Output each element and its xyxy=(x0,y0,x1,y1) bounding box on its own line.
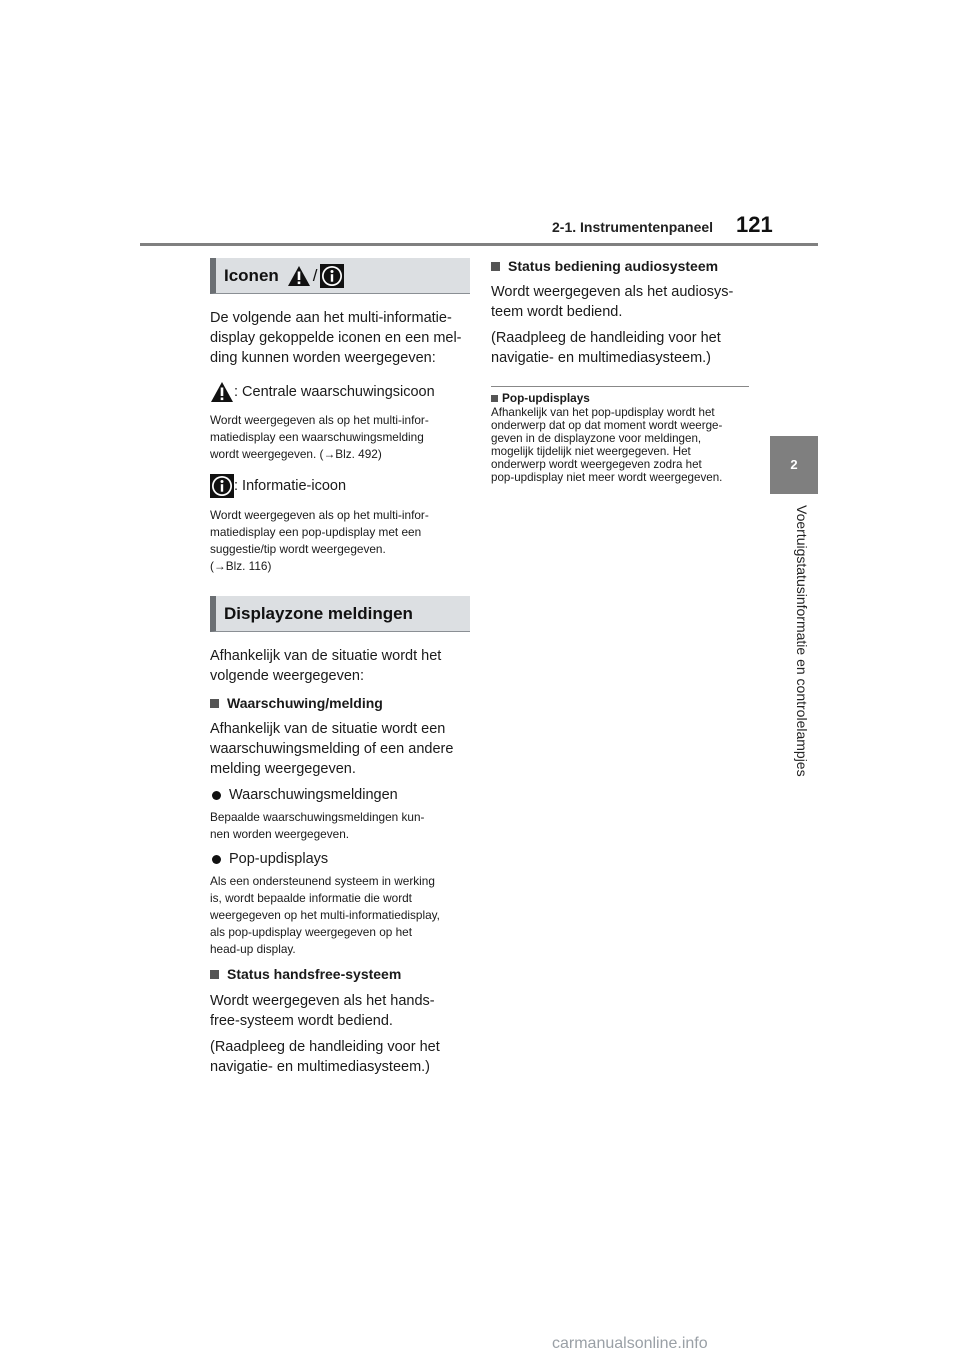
icons-section-heading xyxy=(210,258,470,294)
bullet2-text-4: als pop-updisplay weergegeven op het xyxy=(210,925,412,939)
info-desc-4[interactable]: (→Blz. 116) xyxy=(210,559,272,573)
header-divider xyxy=(140,243,818,246)
bullet2-text-5: head-up display. xyxy=(210,942,296,956)
note-text-4: mogelijk tijdelijk niet weergegeven. Het xyxy=(491,445,691,458)
warning-icon-row xyxy=(210,380,470,404)
warning-desc-3[interactable]: wordt weergegeven. (→Blz. 492) xyxy=(210,447,382,461)
icons-intro-1: De volgende aan het multi-informatie- xyxy=(210,310,452,326)
note-text-2: onderwerp dat op dat moment wordt weerge- xyxy=(491,419,723,432)
note-text-5: onderwerp wordt weergegeven zodra het xyxy=(491,458,702,471)
square-bullet-icon xyxy=(210,970,219,979)
left-column xyxy=(210,258,470,1077)
icons-intro-3: ding kunnen worden weergegeven: xyxy=(210,350,436,366)
warning-message-heading: Waarschuwing/melding xyxy=(210,693,470,713)
bullet2-text-2: is, wordt bepaalde informatie die wordt xyxy=(210,891,412,905)
info-desc-3: suggestie/tip wordt weergegeven. xyxy=(210,542,386,556)
section-title: 2-1. Instrumentenpaneel xyxy=(552,219,714,235)
note-text-1: Afhankelijk van het pop-updisplay wordt het xyxy=(491,406,715,419)
audio-ref-1: (Raadpleeg de handleiding voor het xyxy=(491,330,721,346)
info-icon-row xyxy=(210,474,470,498)
icons-intro-2: display gekoppelde iconen en een mel- xyxy=(210,330,462,346)
handsfree-ref-2: navigatie- en multimediasysteem.) xyxy=(210,1059,431,1075)
display-intro-2: volgende weergegeven: xyxy=(210,668,364,684)
info-icon-label: : Informatie-icoon xyxy=(234,478,347,494)
audio-ref-2: navigatie- en multimediasysteem.) xyxy=(491,350,712,366)
square-bullet-icon xyxy=(491,395,498,402)
display-section-title: Displayzone meldingen xyxy=(224,603,413,623)
bullet1-text-2: nen worden weergegeven. xyxy=(210,827,350,841)
warning-text-1: Afhankelijk van de situatie wordt een xyxy=(210,721,446,737)
warning-triangle-icon xyxy=(210,380,234,404)
bullet1-text-1: Bepaalde waarschuwingsmeldingen kun- xyxy=(210,810,425,824)
warning-triangle-icon xyxy=(287,264,311,288)
note-title: Pop-updisplays xyxy=(491,390,753,406)
bullet2-text-1: Als een ondersteunend systeem in werking xyxy=(210,874,435,888)
square-bullet-icon xyxy=(491,262,500,271)
audio-heading: Status bediening audiosysteem xyxy=(491,256,753,276)
handsfree-heading: Status handsfree-systeem xyxy=(210,964,470,984)
bullet-popup-displays: Pop-updisplays xyxy=(210,849,470,869)
warning-desc-2: matiedisplay een waarschuwingsmelding xyxy=(210,430,424,444)
audio-text-1: Wordt weergegeven als het audiosys- xyxy=(491,284,734,300)
warning-icon-label: : Centrale waarschuwingsicoon xyxy=(234,384,435,400)
audio-text-2: teem wordt bediend. xyxy=(491,304,623,320)
display-section-heading xyxy=(210,596,470,632)
note-text-6: pop-updisplay niet meer wordt weergegeven. xyxy=(491,471,723,484)
page-number: 121 xyxy=(736,212,773,237)
handsfree-text-1: Wordt weergegeven als het hands- xyxy=(210,993,435,1009)
note-text-3: geven in de displayzone voor meldingen, xyxy=(491,432,702,445)
right-column xyxy=(491,256,753,484)
icons-section-title: Iconen xyxy=(224,265,279,285)
icon-separator: / xyxy=(312,265,318,285)
warning-text-2: waarschuwingsmelding of een andere xyxy=(210,741,454,757)
handsfree-text-2: free-systeem wordt bediend. xyxy=(210,1013,393,1029)
chapter-tab[interactable]: 2 xyxy=(770,436,818,494)
dot-bullet-icon xyxy=(212,855,221,864)
info-desc-2: matiedisplay een pop-updisplay met een xyxy=(210,525,422,539)
info-icon xyxy=(210,474,234,498)
warning-desc-1: Wordt weergegeven als op het multi-infor- xyxy=(210,413,429,427)
watermark-link[interactable]: carmanualsonline.info xyxy=(552,1335,708,1352)
info-icon xyxy=(320,264,344,288)
bullet-warning-messages: Waarschuwingsmeldingen xyxy=(210,785,470,805)
chapter-title: Voertuigstatusinformatie en controlelampjes xyxy=(794,505,810,777)
info-desc-1: Wordt weergegeven als op het multi-infor- xyxy=(210,508,429,522)
bullet2-text-3: weergegeven op het multi-informatiedisplay, xyxy=(210,908,440,922)
handsfree-ref-1: (Raadpleeg de handleiding voor het xyxy=(210,1039,440,1055)
warning-text-3: melding weergegeven. xyxy=(210,761,356,777)
dot-bullet-icon xyxy=(212,791,221,800)
display-intro-1: Afhankelijk van de situatie wordt het xyxy=(210,648,442,664)
square-bullet-icon xyxy=(210,699,219,708)
